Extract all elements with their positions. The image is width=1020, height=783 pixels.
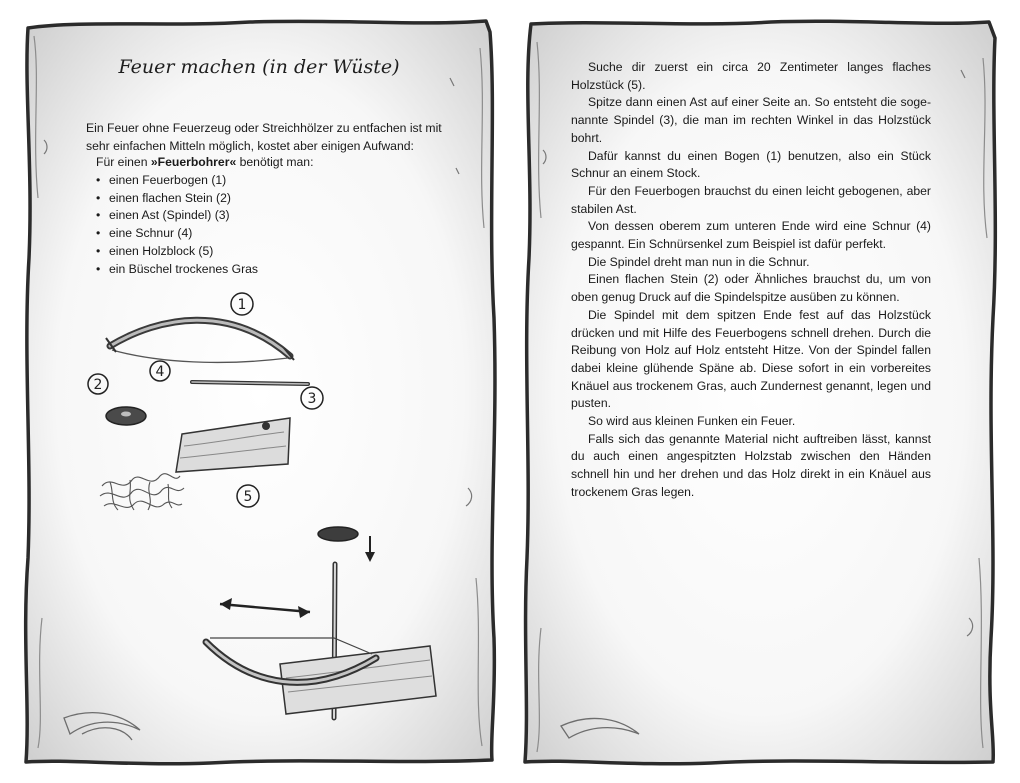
fire-bow-drawing: [106, 320, 294, 362]
paragraph: Falls sich das genannte Material nicht auftreiben lässt, kannst du auch einen angespitzten Holzstab zwischen den Händen schnell hin und her drehen und das Holz direkt in ein Knäuel aus trockenem Gras legen.: [571, 431, 931, 499]
grass-bundle-drawing: [100, 474, 184, 510]
label-5: [237, 485, 259, 507]
fire-drill-illustration: [80, 286, 460, 726]
needs-term: »Feuerbohrer«: [150, 155, 237, 169]
list-item: • eine Schnur (4): [96, 225, 258, 243]
list-item: • einen flachen Stein (2): [96, 190, 258, 208]
paragraph: Die Spindel mit dem spitzen Ende fest auf das Holzstück drücken und mit Hilfe des Feuerbogens schnell drehen. Durch die Reibung von Holz auf Holz entsteht Hitze. Von der Spindel fallen dabei kleine glühende Späne ab. Diese sofort in ein vorbereites Knäuel aus trockenem Gras, auch Zundernest genannt, legen und pusten.: [571, 307, 931, 411]
paragraph: Suche dir zuerst ein circa 20 Zentimeter langes flaches Holzstück (5).: [571, 60, 931, 92]
label-4-text: 4: [155, 364, 165, 380]
paragraph: Die Spindel dreht man nun in die Schnur.: [588, 254, 810, 269]
needs-line: [96, 154, 313, 172]
label-1: [231, 293, 253, 315]
page-title: Feuer machen (in der Wüste): [118, 56, 400, 78]
label-2: [88, 374, 108, 394]
instructions-text: [571, 59, 931, 502]
paragraph: So wird aus kleinen Funken ein Feuer.: [588, 414, 796, 429]
label-2-text: 2: [93, 377, 103, 393]
paragraph: Spitze dann einen Ast auf einer Seite an. So entsteht die sogenannte Spindel (3), die man im rechten Winkel in das Holzstück bohrt.: [571, 95, 931, 145]
paragraph: Dafür kannst du einen Bogen (1) benutzen, also ein Stück Schnur an einem Stock.: [571, 148, 931, 181]
left-page: [20, 18, 498, 766]
label-1-text: 1: [237, 297, 247, 313]
label-3-text: 3: [307, 391, 317, 407]
label-4: [150, 361, 170, 381]
label-5-text: 5: [243, 489, 253, 505]
wood-block-drawing: [176, 418, 290, 472]
list-item: • ein Büschel trockenes Gras: [96, 261, 258, 279]
paragraph: Für den Feuerbogen brauchst du einen leicht gebogenen, aber stabilen Ast.: [571, 183, 931, 216]
flat-stone-drawing: [106, 407, 146, 425]
paragraph: Von dessen oberem zum unteren Ende wird eine Schnur (4) gespannt. Ein Schnürsenkel zum Beispiel ist dafür perfekt.: [571, 219, 931, 252]
spindle-drawing: [192, 382, 308, 384]
list-item: • einen Holzblock (5): [96, 243, 258, 261]
paragraph: Einen flachen Stein (2) oder Ähnliches brauchst du, um von oben genug Druck auf die Spindelspitze ausüben zu können.: [571, 272, 931, 305]
label-3: [301, 387, 323, 409]
intro-paragraph: Ein Feuer ohne Feuerzeug oder Streichhölzer zu entfachen ist mit sehr einfachen Mitteln möglich, kostet aber einigen Aufwand:: [86, 121, 442, 153]
needs-prefix: Für einen: [96, 155, 151, 169]
assembled-fire-drill-drawing: [206, 527, 436, 718]
materials-list: [96, 172, 258, 278]
needs-suffix: benötigt man:: [236, 155, 314, 169]
right-page: [521, 18, 999, 766]
list-item: • einen Feuerbogen (1): [96, 172, 258, 190]
list-item: • einen Ast (Spindel) (3): [96, 207, 258, 225]
